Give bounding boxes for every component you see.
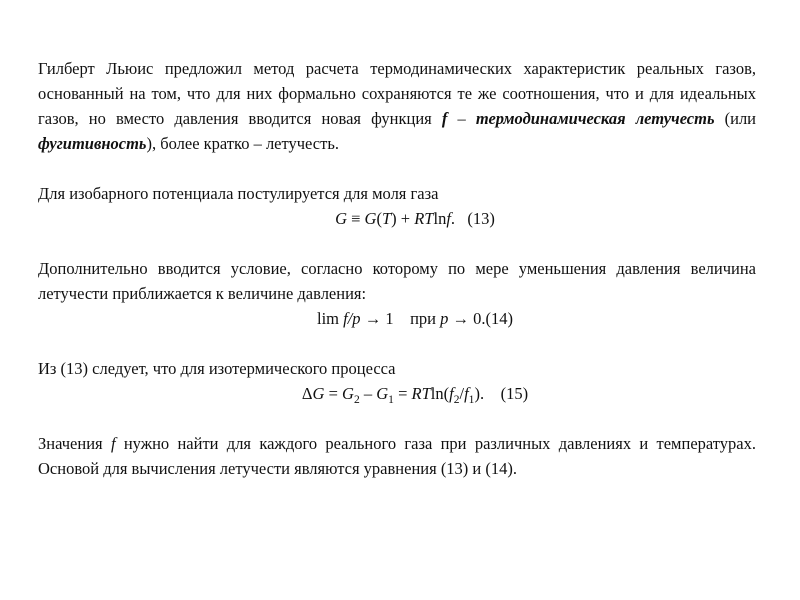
spacer xyxy=(38,231,756,256)
formula-15-f1: f xyxy=(464,384,469,403)
formula-14-tail: → 0. xyxy=(448,309,486,328)
formula-15-G1: G xyxy=(376,384,389,403)
formula-15-f2: f xyxy=(449,384,454,403)
formula-15-RT: RT xyxy=(411,384,431,403)
formula-15 xyxy=(38,381,756,406)
formula-15-f1-sub: 1 xyxy=(468,394,475,406)
dash: – xyxy=(447,109,476,128)
formula-15-eq: = xyxy=(324,384,343,403)
isothermal-paragraph: Из (13) следует, что для изотермического процесса xyxy=(38,359,396,378)
intro-text: Гилберт Льюис предложил метод расчета термодинамических характеристик реальных газов, основанный на том, что для них формально сохраняются те же соотношения, что и для идеальных газов, но вместо давления вводится новая функция xyxy=(38,59,756,128)
formula-15-delta: Δ xyxy=(301,384,313,403)
formula-14 xyxy=(38,306,756,331)
formula-14-pri: при xyxy=(410,309,441,328)
equation-number-15: (15) xyxy=(500,384,529,403)
formula-13-G: G xyxy=(335,209,347,228)
formula-15-ln: ln( xyxy=(430,384,450,403)
postulate-paragraph: Для изобарного потенциала постулируется для моля газа xyxy=(38,184,439,203)
conclusion-paragraph xyxy=(38,431,756,481)
spacer xyxy=(38,406,756,431)
formula-13-RT: RT xyxy=(414,209,434,228)
fugacity-symbol: f xyxy=(441,109,448,128)
term-fugitivity: фугитивность xyxy=(38,134,147,153)
formula-14-lim: lim xyxy=(317,309,344,328)
conclusion-f: f xyxy=(110,434,116,453)
formula-13-f: f xyxy=(446,209,451,228)
formula-14-arrow: → 1 xyxy=(360,309,394,328)
formula-15-eq2: = xyxy=(393,384,412,403)
formula-13-paren-open: ( xyxy=(376,209,382,228)
formula-13-plus: + xyxy=(396,209,415,228)
formula-15-sub2: 2 xyxy=(353,394,360,406)
formula-15-close: ). xyxy=(474,384,485,403)
spacer xyxy=(38,331,756,356)
conclusion-end: нужно найти для каждого реального газа при различных давлениях и температурах. Основой для вычисления летучести являются уравнения (13) и (14). xyxy=(38,434,756,478)
formula-13 xyxy=(38,206,756,231)
conclusion-start: Значения xyxy=(38,434,111,453)
intro-mid: (или xyxy=(714,109,757,128)
formula-15-minus: – xyxy=(359,384,377,403)
formula-13-ln: ln xyxy=(433,209,447,228)
formula-13-equiv: ≡ xyxy=(346,209,365,228)
formula-13-paren-close: ) xyxy=(391,209,397,228)
formula-13-dot: . xyxy=(450,209,456,228)
document-page xyxy=(38,56,756,481)
formula-15-sub1: 1 xyxy=(388,394,394,406)
formula-13-T: T xyxy=(381,209,392,228)
formula-14-p: p xyxy=(440,309,449,328)
intro-paragraph xyxy=(38,56,756,156)
condition-paragraph: Дополнительно вводится условие, согласно которому по мере уменьшения давления величина летучести приближается к величине давления: xyxy=(38,259,756,303)
formula-15-slash: / xyxy=(459,384,465,403)
formula-15-f2-sub: 2 xyxy=(453,394,460,406)
formula-15-G2: G xyxy=(342,384,354,403)
intro-end: ), более кратко – летучесть. xyxy=(146,134,339,153)
equation-number-13: (13) xyxy=(467,209,495,228)
formula-15-G: G xyxy=(312,384,325,403)
spacer xyxy=(38,156,756,181)
term-thermodynamic-fugacity: термодинамическая летучесть xyxy=(475,109,715,128)
formula-13-G2: G xyxy=(364,209,377,228)
formula-14-fp: f/p xyxy=(343,309,361,328)
equation-number-14: (14) xyxy=(485,309,513,328)
